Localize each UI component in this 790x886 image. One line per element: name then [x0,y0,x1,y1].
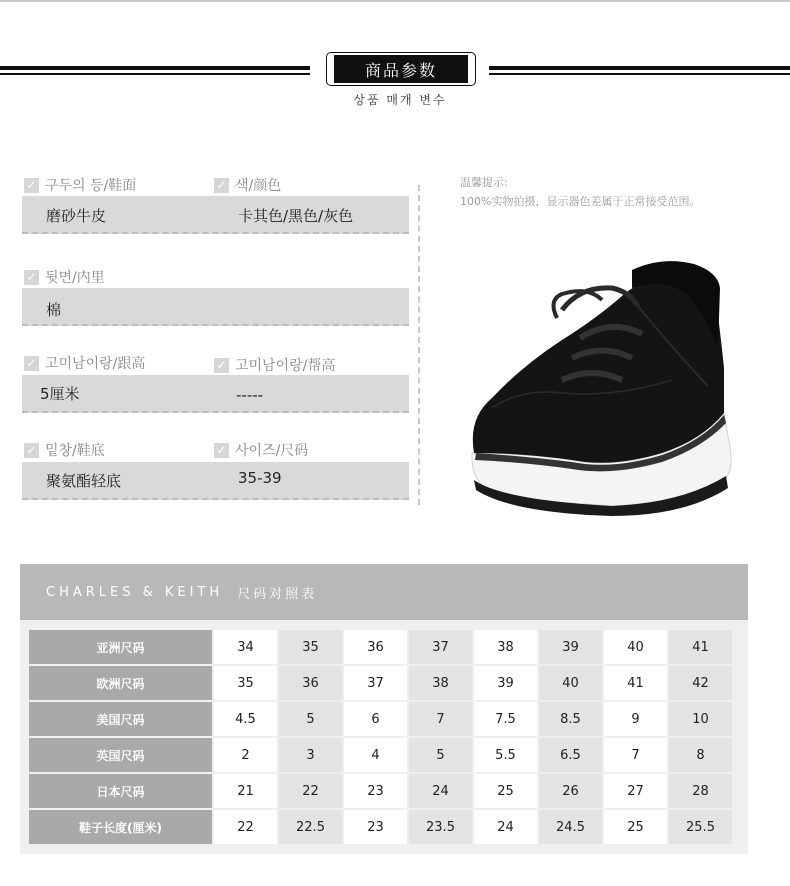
table-cell: 41 [604,666,667,700]
param-bar-3 [22,375,409,413]
table-cell: 22 [214,810,277,844]
row-header: 欧洲尺码 [29,666,212,700]
table-cell: 37 [344,666,407,700]
param-value-platform: ----- [236,386,264,404]
checkmark-icon: ✓ [24,178,39,193]
table-row [29,810,732,844]
row-header: 鞋子长度(厘米) [29,810,212,844]
table-cell: 36 [344,630,407,664]
checkmark-icon: ✓ [24,270,39,285]
note-text: 100%实物拍摄，显示器色差属于正常接受范围。 [460,195,701,208]
note-title: 温馨提示: [460,176,508,189]
param-label-platform: ✓ 고미남이랑/帮高 [214,355,335,375]
table-cell: 7 [604,738,667,772]
section-subtitle: 상품 매개 변수 [353,93,447,107]
table-cell: 24.5 [539,810,602,844]
table-cell: 41 [669,630,732,664]
row-header: 日本尺码 [29,774,212,808]
checkmark-icon: ✓ [214,358,229,373]
table-cell: 9 [604,702,667,736]
table-cell: 35 [214,666,277,700]
table-cell: 8.5 [539,702,602,736]
table-cell: 24 [474,810,537,844]
table-cell: 25 [604,810,667,844]
table-cell: 6.5 [539,738,602,772]
param-label-size: ✓ 사이즈/尺码 [214,440,308,460]
table-cell: 23 [344,774,407,808]
table-cell: 7 [409,702,472,736]
param-label-sole: ✓ 밑창/鞋底 [24,440,105,460]
param-label-lining: ✓ 뒷면/内里 [24,267,105,287]
param-value-color: 卡其色/黑色/灰色 [238,207,354,225]
table-cell: 5.5 [474,738,537,772]
header-rule-left [0,66,310,75]
section-title: 商品参数 [334,55,468,83]
row-header: 亚洲尺码 [29,630,212,664]
vertical-divider [418,185,420,505]
table-cell: 25 [474,774,537,808]
table-cell: 10 [669,702,732,736]
table-cell: 6 [344,702,407,736]
param-value-sole: 聚氨酯轻底 [46,472,122,490]
size-chart-brand: CHARLES & KEITH [46,584,224,600]
table-cell: 40 [604,630,667,664]
table-cell: 23.5 [409,810,472,844]
table-row [29,774,732,808]
table-cell: 8 [669,738,732,772]
checkmark-icon: ✓ [214,178,229,193]
param-bar-2 [22,288,409,326]
table-cell: 34 [214,630,277,664]
table-cell: 21 [214,774,277,808]
param-value-lining: 棉 [46,301,62,319]
table-row [29,702,732,736]
table-cell: 40 [539,666,602,700]
table-cell: 2 [214,738,277,772]
table-row [29,738,732,772]
table-cell: 35 [279,630,342,664]
param-label-heel: ✓ 고미남이랑/跟高 [24,353,145,373]
header-rule-right [489,66,790,75]
param-label-upper: ✓ 구두의 등/鞋面 [24,175,136,195]
table-cell: 27 [604,774,667,808]
param-value-size: 35-39 [238,469,282,487]
param-label-color: ✓ 색/颜色 [214,175,281,195]
table-cell: 4.5 [214,702,277,736]
checkmark-icon: ✓ [214,443,229,458]
table-cell: 25.5 [669,810,732,844]
table-cell: 5 [279,702,342,736]
table-cell: 37 [409,630,472,664]
table-row [29,630,732,664]
size-chart [20,564,748,854]
row-header: 美国尺码 [29,702,212,736]
table-cell: 4 [344,738,407,772]
row-header: 英国尺码 [29,738,212,772]
checkmark-icon: ✓ [24,356,39,371]
product-image [462,248,742,518]
checkmark-icon: ✓ [24,443,39,458]
top-divider [0,0,790,2]
size-table [27,628,734,846]
table-cell: 39 [474,666,537,700]
table-row [29,666,732,700]
table-cell: 38 [409,666,472,700]
table-cell: 22.5 [279,810,342,844]
table-cell: 39 [539,630,602,664]
table-cell: 7.5 [474,702,537,736]
table-cell: 26 [539,774,602,808]
table-cell: 5 [409,738,472,772]
table-cell: 28 [669,774,732,808]
table-cell: 23 [344,810,407,844]
param-value-upper: 磨砂牛皮 [46,207,107,225]
table-cell: 24 [409,774,472,808]
table-cell: 3 [279,738,342,772]
table-cell: 38 [474,630,537,664]
table-cell: 36 [279,666,342,700]
param-value-heel: 5厘米 [40,385,80,403]
size-chart-header [20,564,748,620]
table-cell: 22 [279,774,342,808]
table-cell: 42 [669,666,732,700]
size-chart-title: 尺码对照表 [237,586,318,602]
